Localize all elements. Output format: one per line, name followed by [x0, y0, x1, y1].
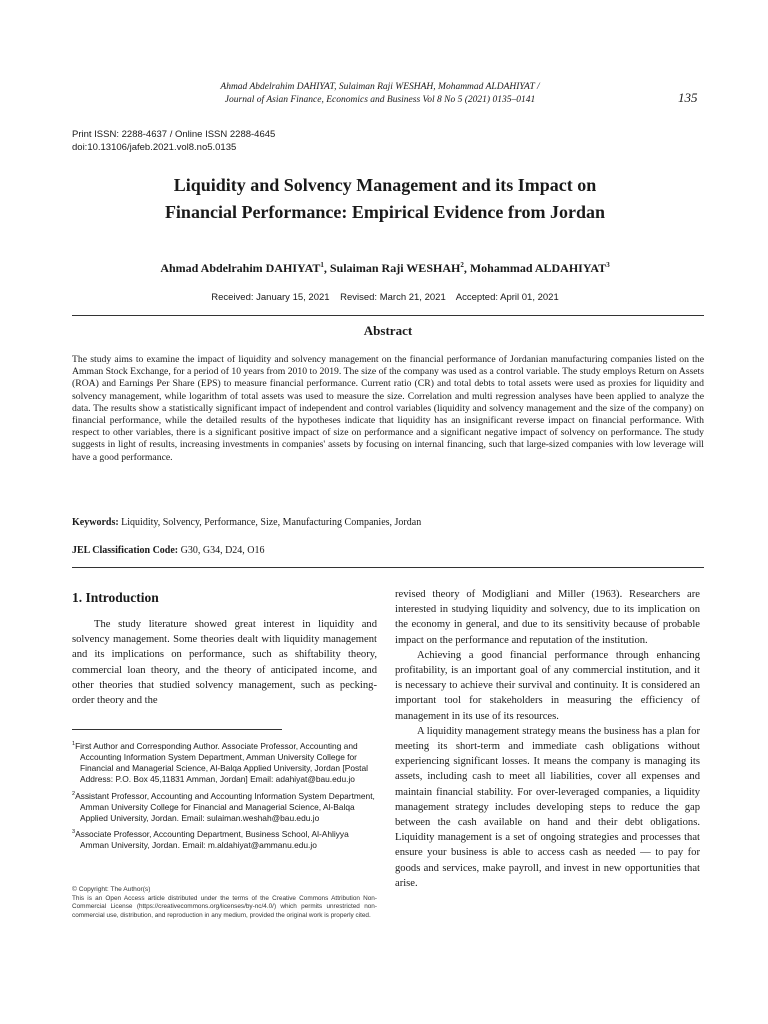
author-mark: 3	[606, 261, 610, 269]
abstract-heading: Abstract	[363, 323, 413, 338]
author-list: Ahmad Abdelrahim DAHIYAT$^1$, Sulaiman Raji WESHAH$^2$, Mohammad ALDAHIYAT$^3$	[160, 261, 610, 275]
author-name: Sulaiman Raji WESHAH	[329, 261, 461, 275]
author-mark: 1	[320, 261, 324, 269]
abstract-body: The study aims to examine the impact of liquidity and solvency management on the financial performance of Jordanian manufacturing companies listed on the Amman Stock Exchange, for a period of 10 years from 2010 to 2019. The size of the company was used as a control variable. The study employs Return on Assets (ROA) and Earnings Per Share (EPS) to measure financial performance. Current ratio (CR) and total debts to total assets were used as proxies for liquidity and solvency management, while logarithm of total assets was used to measure the size. Correlation and multi regression analyses have been applied to analyze the data. The results show a statistically significant impact of independent and control variables (liquidity and solvency management and the size of the company) on financial performance, while the detailed results of the hypotheses indicate that liquidity has an insignificant reverse impact on financial performance. With respect to other variables, there is a significant positive impact of size on performance and a significant negative impact of solvency on performance. The study suggests in light of results, increasing investments in companies' assets by focusing on internal financing, such that large-sized companies with low leverage will have a good performance.	[72, 354, 704, 463]
footnote	[72, 739, 377, 786]
intro-paragraph: revised theory of Modigliani and Miller (1963). Researchers are interested in studying liquidity and solvency, due to its implication on the economy in general, and due to its sensitivity because of probable impact on the performance and reputation of the institution.	[395, 589, 700, 646]
footnote-mark: 1	[72, 741, 76, 747]
intro-paragraph: The study literature showed great interest in liquidity and solvency management. Some theories dealt with liquidity management and its implications on performance, such as shiftability theory, commercial loan theory, and the theory of anticipated income, and other theories that studied solvency management, such as pecking-order theory and the	[72, 619, 377, 707]
footnote-text: First Author and Corresponding Author. Associate Professor, Accounting and Accounting Information System Department, Amman University College for Financial and Managerial Science, Al-Balqa Applied University, Jordan [Postal Address: P.O. Box 45,11831 Amman, Jordan] Email: adahiyat@bau.edu.jo	[75, 740, 369, 785]
keywords-label: Keywords:	[72, 517, 119, 528]
jel-text: G30, G34, D24, O16	[178, 545, 265, 556]
submission-dates: Received: January 15, 2021 Revised: March 21, 2021 Accepted: April 01, 2021	[211, 292, 559, 303]
section-heading: 1. Introduction	[72, 590, 159, 605]
paper-title-line-1: Liquidity and Solvency Management and its Impact on	[173, 175, 597, 195]
footnote	[72, 789, 377, 824]
author-mark: 2	[460, 261, 464, 269]
keywords	[72, 517, 704, 528]
author-name: Mohammad ALDAHIYAT	[469, 261, 607, 275]
abstract-bottom-rule	[72, 567, 704, 568]
footnote-mark: 3	[72, 829, 76, 836]
footnote-text: Assistant Professor, Accounting and Accounting Information System Department, Amman University College for Financial and Managerial Science, Al-Balqa Applied University, Jordan. Email: sulaiman.weshah@bau.edu.jo	[75, 790, 375, 823]
copyright-heading: © Copyright: The Author(s)	[72, 886, 151, 893]
issn-line: Print ISSN: 2288-4637 / Online ISSN 2288-4645	[72, 129, 276, 140]
left-column	[72, 590, 377, 708]
footnote-text: Associate Professor, Accounting Department, Business School, Al-Ahliyya Amman University, Jordan. Email: m.aldahiyat@ammanu.edu.jo	[75, 828, 349, 851]
intro-paragraph: A liquidity management strategy means the business has a plan for meeting its short-term and immediate cash obligations without experiencing significant losses. It means the company is managing its assets, including cash to meet all liabilities, cover all expenses and maintain financial stability. For over-leveraged companies, a liquidity management strategy includes developing steps to reduce the gap between the cash available on hand and their debt obligations. Liquidity management is a set of ongoing strategies and processes that ensure your business is able to access cash as needed — to pay for goods and services, make payroll, and invest in new opportunities that arise.	[395, 725, 700, 889]
running-head	[150, 81, 610, 107]
keywords-text: Liquidity, Solvency, Performance, Size, Manufacturing Companies, Jordan	[118, 517, 422, 528]
issn-block	[72, 128, 275, 154]
right-column	[395, 587, 700, 891]
doi-line: doi:10.13106/jafeb.2021.vol8.no5.0135	[72, 142, 237, 153]
footnote-mark: 2	[72, 790, 76, 797]
footnote	[72, 827, 377, 851]
abstract-top-rule	[72, 315, 704, 316]
author-name: Ahmad Abdelrahim DAHIYAT	[160, 261, 321, 275]
running-head-journal: Journal of Asian Finance, Economics and Business Vol 8 No 5 (2021) 0135–0141	[224, 95, 536, 105]
jel-codes	[72, 545, 704, 556]
page-number: 135	[678, 90, 698, 105]
jel-label: JEL Classification Code:	[72, 545, 179, 556]
running-head-authors: Ahmad Abdelrahim DAHIYAT, Sulaiman Raji WESHAH, Mohammad ALDAHIYAT /	[220, 82, 540, 92]
copyright-notice	[72, 886, 377, 920]
paper-title-line-2: Financial Performance: Empirical Evidence from Jordan	[164, 202, 606, 222]
footnotes	[72, 739, 377, 854]
copyright-license: This is an Open Access article distributed under the terms of the Creative Commons Attribution Non-Commercial License (https://creativecommons.org/licenses/by-nc/4.0/) which permits unrestricted non-commercial use, distribution, and reproduction in any medium, provided the original work is properly cited.	[72, 894, 377, 919]
footnote-rule	[72, 729, 282, 730]
intro-paragraph: Achieving a good financial performance through enhancing profitability, is an important goal of any commercial institution, and it is necessary to achieve their survival and continuity. It is considered an important tool for stakeholders in measuring the efficiency of management in its use of its resources.	[395, 649, 700, 722]
paper-title	[80, 172, 690, 226]
